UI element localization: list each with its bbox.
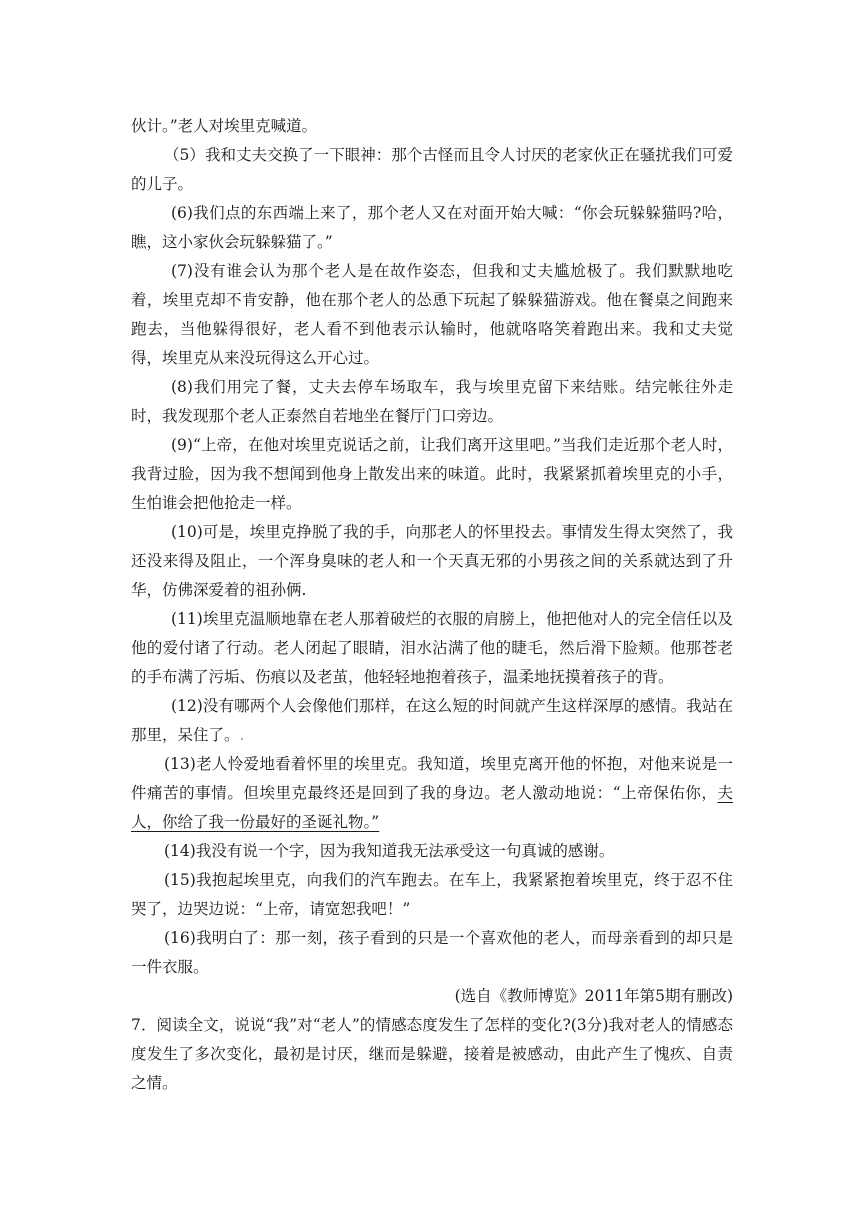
paragraph-12 <box>131 692 733 750</box>
paragraph-15: (15)我抱起埃里克，向我们的汽车跑去。在车上，我紧紧抱着埃里克，终于忍不住哭了，边哭边说：“上帝，请宽恕我吧！” <box>131 871 733 918</box>
paragraph-13 <box>131 750 733 837</box>
paragraph-5: （5）我和丈夫交换了一下眼神：那个古怪而且令人讨厌的老家伙正在骚扰我们可爱的儿子。 <box>131 146 733 193</box>
paragraph-12-text: (12)没有哪两个人会像他们那样，在这么短的时间就产生这样深厚的感情。我站在那里，呆住了。 <box>131 697 733 744</box>
question-7: 7．阅读全文，说说“我”对“老人”的情感态度发生了怎样的变化?(3分)我对老人的情感态度发生了多次变化，最初是讨厌，继而是躲避，接着是被感动，由此产生了愧疚、自责之情。 <box>131 1016 733 1092</box>
source-citation: (选自《教师博览》2011年第5期有删改) <box>454 987 733 1005</box>
paragraph-13-underlined-quote: 夫人，你给了我一份最好的圣诞礼物。” <box>131 784 733 831</box>
paragraph-14: (14)我没有说一个字，因为我知道我无法承受这一句真诚的感谢。 <box>164 842 615 860</box>
paragraph-8: (8)我们用完了餐，丈夫去停车场取车，我与埃里克留下来结账。结完帐往外走时，我发现那个老人正泰然自若地坐在餐厅门口旁边。 <box>131 378 733 425</box>
paragraph-13-text: (13)老人怜爱地看着怀里的埃里克。我知道，埃里克离开他的怀抱，对他来说是一件痛苦的事情。但埃里克最终还是回到了我的身边。老人激动地说：“上帝保佑你， <box>131 755 733 802</box>
paragraph-4-end: 伙计。”老人对埃里克喊道。 <box>131 117 318 135</box>
paragraph-6: (6)我们点的东西端上来了，那个老人又在对面开始大喊：“你会玩躲躲猫吗?哈，瞧，这小家伙会玩躲躲猫了。” <box>131 204 733 251</box>
paragraph-7: (7)没有谁会认为那个老人是在故作姿态，但我和丈夫尴尬极了。我们默默地吃着，埃里克却不肯安静，他在那个老人的怂恿下玩起了躲躲猫游戏。他在餐桌之间跑来跑去，当他躲得很好，老人看不到他表示认输时，他就咯咯笑着跑出来。我和丈夫觉得，埃里克从来没玩得这么开心过。 <box>131 262 733 367</box>
document-page <box>131 112 733 1098</box>
paragraph-10: (10)可是，埃里克挣脱了我的手，向那老人的怀里投去。事情发生得太突然了，我还没来得及阻止，一个浑身臭味的老人和一个天真无邪的小男孩之间的关系就达到了升华，仿佛深爱着的祖孙俩. <box>131 523 733 599</box>
paragraph-9: (9)“上帝，在他对埃里克说话之前，让我们离开这里吧。”当我们走近那个老人时，我背过脸，因为我不想闻到他身上散发出来的味道。此时，我紧紧抓着埃里克的小手，生怕谁会把他抢走一样。 <box>131 436 733 512</box>
paragraph-16: (16)我明白了：那一刻，孩子看到的只是一个喜欢他的老人，而母亲看到的却只是一件衣服。 <box>131 929 733 976</box>
paragraph-12-dot: . <box>239 726 245 744</box>
paragraph-11: (11)埃里克温顺地靠在老人那着破烂的衣服的肩膀上，他把他对人的完全信任以及他的爱付诸了行动。老人闭起了眼睛，泪水沾满了他的睫毛，然后滑下脸颊。他那苍老的手布满了污垢、伤痕以及老茧，他轻轻地抱着孩子，温柔地抚摸着孩子的背。 <box>131 610 733 686</box>
